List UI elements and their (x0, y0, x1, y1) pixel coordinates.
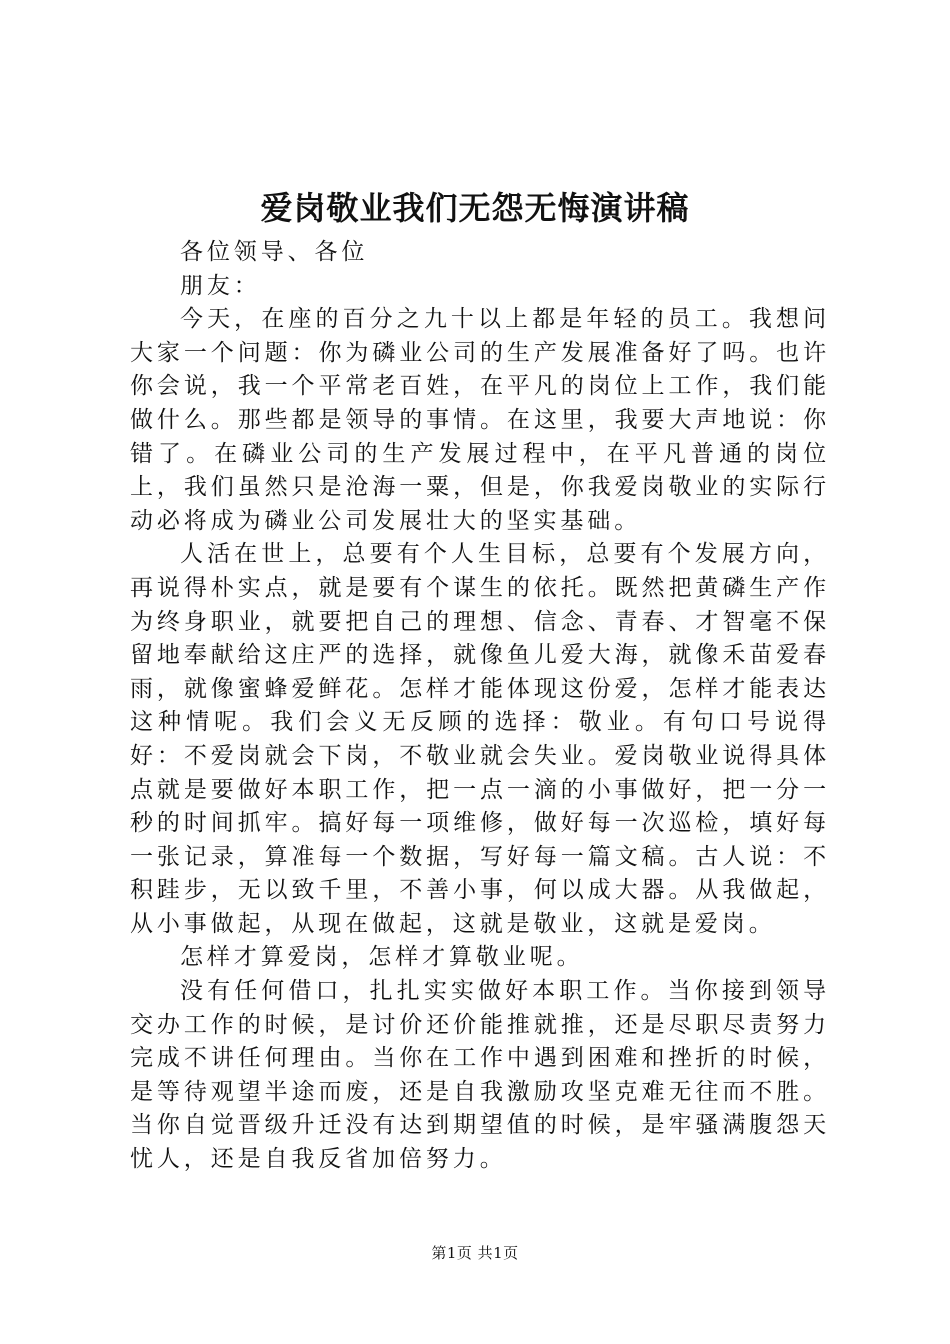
document-title: 爱岗敬业我们无怨无悔演讲稿 (260, 189, 690, 227)
salutation-line-2: 朋友： (180, 272, 261, 299)
page-footer: 第1页 共1页 (431, 1244, 519, 1262)
document-body (130, 236, 830, 1177)
body-paragraph: 今天，在座的百分之九十以上都是年轻的员工。我想问大家一个问题：你为磷业公司的生产发展准备好了吗。也许你会说，我一个平常老百姓，在平凡的岗位上工作，我们能做什么。那些都是领导的事情。在这里，我要大声地说：你错了。在磷业公司的生产发展过程中，在平凡普通的岗位上，我们虽然只是沧海一粟，但是，你我爱岗敬业的实际行动必将成为磷业公司发展壮大的坚实基础。 (130, 306, 830, 534)
body-paragraph: 怎样才算爱岗，怎样才算敬业呢。 (180, 944, 584, 971)
salutation-line-1: 各位领导、各位 (180, 239, 369, 265)
body-paragraph: 人活在世上，总要有个人生目标，总要有个发展方向，再说得朴实点，就是要有个谋生的依托。既然把黄磷生产作为终身职业，就要把自己的理想、信念、青春、才智毫不保留地奉献给这庄严的选择，就像鱼儿爱大海，就像禾苗爱春雨，就像蜜蜂爱鲜花。怎样才能体现这份爱，怎样才能表达这种情呢。我们会义无反顾的选择：敬业。有句口号说得好：不爱岗就会下岗，不敬业就会失业。爱岗敬业说得具体点就是要做好本职工作，把一点一滴的小事做好，把一分一秒的时间抓牢。搞好每一项维修，做好每一次巡检，填好每一张记录，算准每一个数据，写好每一篇文稿。古人说：不积跬步，无以致千里，不善小事，何以成大器。从我做起，从小事做起，从现在做起，这就是敬业，这就是爱岗。 (130, 541, 830, 937)
body-paragraph: 没有任何借口，扎扎实实做好本职工作。当你接到领导交办工作的时候，是讨价还价能推就推，还是尽职尽责努力完成不讲任何理由。当你在工作中遇到困难和挫折的时候，是等待观望半途而废，还是自我激励攻坚克难无往而不胜。当你自觉晋级升迁没有达到期望值的时候，是牢骚满腹怨天忧人，还是自我反省加倍努力。 (130, 978, 830, 1173)
